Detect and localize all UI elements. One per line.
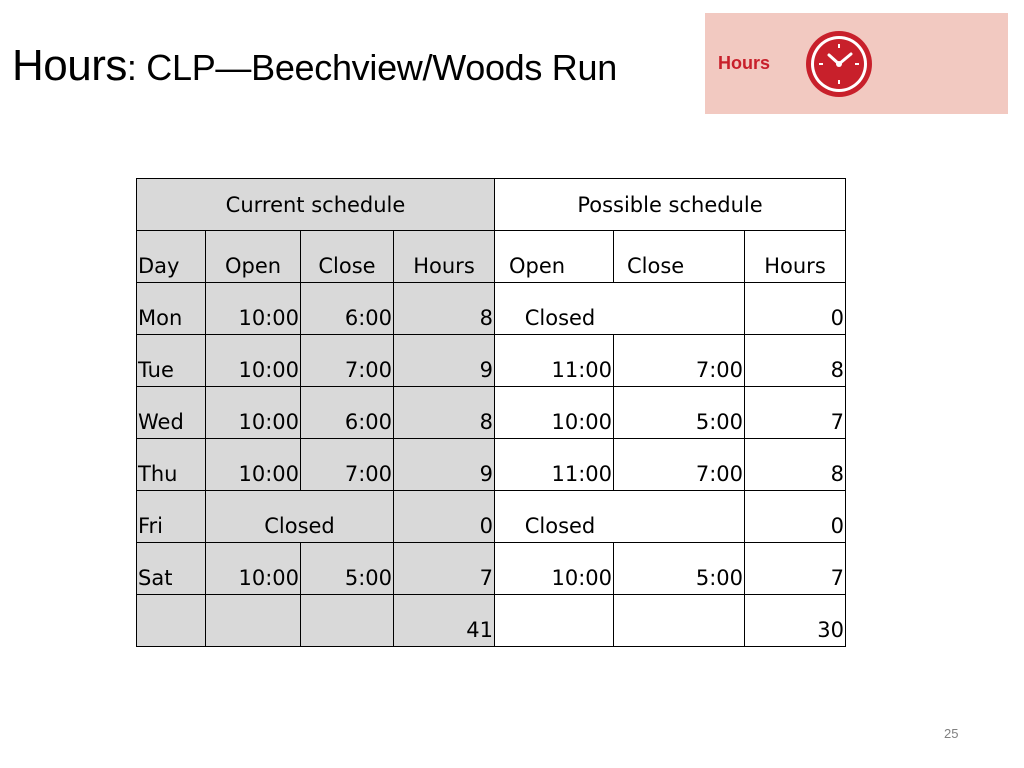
cell-day: Fri: [137, 491, 206, 543]
cell-empty: [206, 595, 301, 647]
slide-title: [12, 41, 617, 90]
hours-badge-label: Hours: [718, 53, 771, 73]
totals-row: [137, 595, 846, 647]
cell-current-open: 10:00: [206, 543, 301, 595]
hours-badge: [705, 13, 1008, 114]
cell-current-close: 6:00: [301, 283, 394, 335]
clock-icon: [805, 30, 873, 98]
cell-day: Sat: [137, 543, 206, 595]
col-header-current-close: Close: [301, 231, 394, 283]
cell-current-hours: 8: [394, 283, 495, 335]
table-row: [137, 491, 846, 543]
cell-day: Thu: [137, 439, 206, 491]
column-header-row: [137, 231, 846, 283]
cell-possible-hours: 8: [745, 439, 846, 491]
cell-current-open: 10:00: [206, 439, 301, 491]
table-row: [137, 283, 846, 335]
table-row: [137, 387, 846, 439]
col-header-possible-open: Open: [495, 231, 614, 283]
cell-possible-closed: Closed: [495, 283, 745, 335]
cell-possible-hours: 7: [745, 387, 846, 439]
cell-possible-open: 10:00: [495, 543, 614, 595]
cell-current-hours: 7: [394, 543, 495, 595]
cell-current-open: 10:00: [206, 283, 301, 335]
slide-title-sub: : CLP—Beechview/Woods Run: [126, 47, 617, 88]
col-header-current-hours: Hours: [394, 231, 495, 283]
cell-possible-hours: 0: [745, 283, 846, 335]
cell-empty: [301, 595, 394, 647]
possible-schedule-header: Possible schedule: [495, 179, 846, 231]
col-header-day: Day: [137, 231, 206, 283]
current-schedule-header: Current schedule: [137, 179, 495, 231]
cell-possible-hours: 7: [745, 543, 846, 595]
cell-current-close: 5:00: [301, 543, 394, 595]
slide-title-main: Hours: [12, 41, 127, 90]
cell-current-total-hours: 41: [394, 595, 495, 647]
group-header-row: [137, 179, 846, 231]
cell-empty: [614, 595, 745, 647]
page-number: 25: [944, 726, 959, 741]
cell-current-close: 7:00: [301, 335, 394, 387]
cell-day: Mon: [137, 283, 206, 335]
col-header-possible-close: Close: [614, 231, 745, 283]
col-header-possible-hours: Hours: [745, 231, 846, 283]
table-row: [137, 543, 846, 595]
schedule-table: [136, 178, 846, 647]
cell-current-hours: 9: [394, 439, 495, 491]
cell-current-closed: Closed: [206, 491, 394, 543]
cell-current-open: 10:00: [206, 335, 301, 387]
cell-possible-open: 10:00: [495, 387, 614, 439]
cell-day: Tue: [137, 335, 206, 387]
table-row: [137, 439, 846, 491]
cell-possible-total-hours: 30: [745, 595, 846, 647]
cell-possible-close: 5:00: [614, 387, 745, 439]
cell-current-hours: 8: [394, 387, 495, 439]
col-header-current-open: Open: [206, 231, 301, 283]
cell-current-close: 6:00: [301, 387, 394, 439]
cell-empty: [137, 595, 206, 647]
table-row: [137, 335, 846, 387]
cell-possible-hours: 8: [745, 335, 846, 387]
cell-current-hours: 9: [394, 335, 495, 387]
cell-current-hours: 0: [394, 491, 495, 543]
cell-current-close: 7:00: [301, 439, 394, 491]
cell-possible-close: 5:00: [614, 543, 745, 595]
cell-possible-open: 11:00: [495, 335, 614, 387]
cell-day: Wed: [137, 387, 206, 439]
cell-empty: [495, 595, 614, 647]
cell-possible-closed: Closed: [495, 491, 745, 543]
cell-possible-hours: 0: [745, 491, 846, 543]
cell-possible-close: 7:00: [614, 439, 745, 491]
cell-current-open: 10:00: [206, 387, 301, 439]
cell-possible-close: 7:00: [614, 335, 745, 387]
cell-possible-open: 11:00: [495, 439, 614, 491]
